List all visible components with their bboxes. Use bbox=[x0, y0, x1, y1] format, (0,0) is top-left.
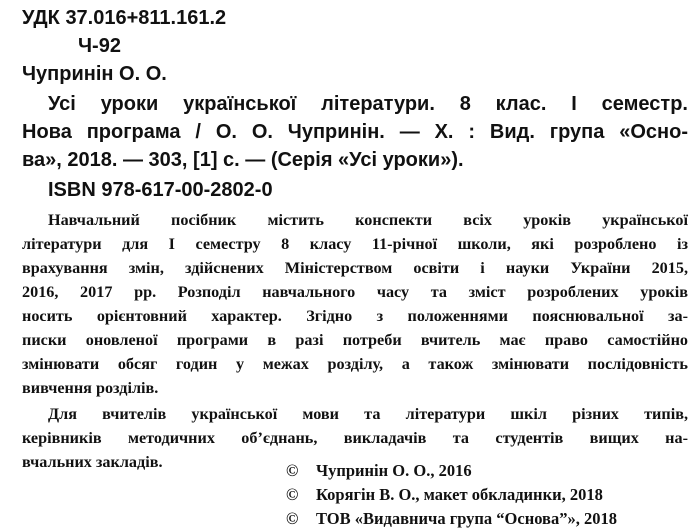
copyright-entry bbox=[286, 463, 472, 480]
abstract-line-5: носить орієнтовний характер. Згідно з положеннями пояснювальної за- bbox=[22, 307, 688, 325]
copyright-text: ТОВ «Видавнича група “Основа”», 2018 bbox=[316, 509, 617, 528]
copyright-text: Корягін В. О., макет обкладинки, 2018 bbox=[316, 485, 603, 504]
abstract-line-3: врахування змін, здійснених Міністерством освіти і науки України 2015, bbox=[22, 259, 688, 277]
author-mark: Ч-92 bbox=[78, 35, 121, 57]
abstract-line-6: писки оновленої програми в разі потреби вчитель має право самостійно bbox=[22, 331, 688, 349]
copyright-entry bbox=[286, 487, 603, 504]
copyright-text: Чупринін О. О., 2016 bbox=[316, 461, 472, 480]
copyright-icon: © bbox=[286, 461, 299, 480]
abstract-line-4: 2016, 2017 рр. Розподіл навчального часу та зміст розроблених уроків bbox=[22, 283, 688, 301]
abstract-line-1: Навчальний посібник містить конспекти всіх уроків української bbox=[48, 211, 688, 229]
abstract-line-2: літератури для І семестру 8 класу 11-річної школи, які розроблено із bbox=[22, 235, 688, 253]
isbn: ISBN 978-617-00-2802-0 bbox=[48, 179, 273, 201]
title-line-2: Нова програма / О. О. Чупринін. — Х. : Вид. група «Осно- bbox=[22, 121, 688, 143]
copyright-icon: © bbox=[286, 509, 299, 528]
audience-line-3: вчальних закладів. bbox=[22, 453, 163, 471]
abstract-line-8: вивчення розділів. bbox=[22, 379, 159, 397]
title-line-1: Усі уроки української літератури. 8 клас. І семестр. bbox=[48, 93, 688, 115]
title-line-3: ва», 2018. — 303, [1] с. — (Серія «Усі уроки»). bbox=[22, 149, 464, 171]
audience-line-1: Для вчителів української мови та літератури шкіл різних типів, bbox=[48, 405, 688, 423]
audience-line-2: керівників методичних об’єднань, викладачів та студентів вищих на- bbox=[22, 429, 688, 447]
udk-code: УДК 37.016+811.161.2 bbox=[22, 7, 227, 29]
author-name: Чупринін О. О. bbox=[22, 63, 167, 85]
abstract-line-7: змінювати обсяг годин у межах розділу, а також змінювати послідовність bbox=[22, 355, 688, 373]
copyright-icon: © bbox=[286, 485, 299, 504]
copyright-entry bbox=[286, 511, 617, 528]
